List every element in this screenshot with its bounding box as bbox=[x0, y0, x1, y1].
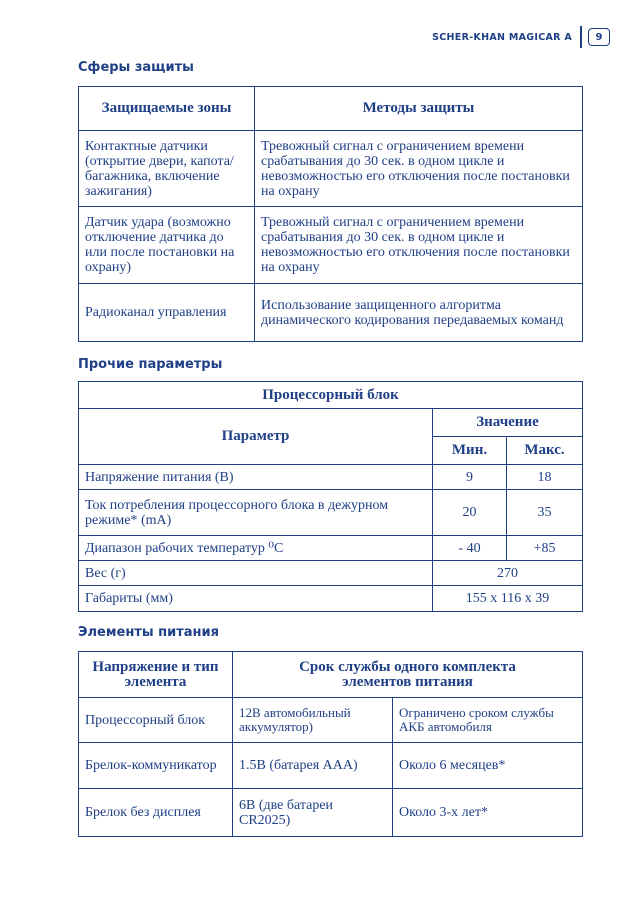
table-row bbox=[79, 789, 583, 837]
header-divider bbox=[580, 26, 582, 48]
element-name: Брелок без дисплея bbox=[79, 789, 233, 837]
param-name: Габариты (мм) bbox=[79, 586, 433, 612]
zone-cell: Радиоканал управления bbox=[79, 284, 255, 342]
element-type: 1.5В (батарея ААА) bbox=[233, 743, 393, 789]
param-max: 35 bbox=[507, 490, 583, 536]
table-row bbox=[79, 561, 583, 586]
type-header: Напряжение и тип элемента bbox=[79, 652, 233, 698]
zone-cell: Контактные датчики (открытие двери, капота/багажника, включение зажигания) bbox=[79, 131, 255, 207]
protection-section-title: Сферы защиты bbox=[78, 60, 194, 75]
power-table bbox=[78, 651, 583, 837]
methods-header: Методы защиты bbox=[255, 87, 583, 131]
block-title-row bbox=[79, 382, 583, 409]
page-header bbox=[432, 26, 610, 48]
param-min: - 40 bbox=[433, 536, 507, 561]
table-row bbox=[79, 698, 583, 743]
max-header: Макс. bbox=[507, 437, 583, 465]
table-header-row bbox=[79, 409, 583, 437]
page-number: 9 bbox=[588, 28, 610, 46]
method-cell: Тревожный сигнал с ограничением времени срабатывания до 30 сек. в одном цикле и невозможностью его отключения после постановки на охрану bbox=[255, 207, 583, 284]
table-row bbox=[79, 586, 583, 612]
param-value: 270 bbox=[433, 561, 583, 586]
param-header: Параметр bbox=[79, 409, 433, 465]
method-cell: Использование защищенного алгоритма динамического кодирования передаваемых команд bbox=[255, 284, 583, 342]
element-name: Брелок-коммуникатор bbox=[79, 743, 233, 789]
element-life: Около 3-х лет* bbox=[393, 789, 583, 837]
params-section-title: Прочие параметры bbox=[78, 357, 223, 372]
table-row bbox=[79, 743, 583, 789]
element-life: Около 6 месяцев* bbox=[393, 743, 583, 789]
protection-table bbox=[78, 86, 583, 342]
param-max: 18 bbox=[507, 465, 583, 490]
param-name: Вес (г) bbox=[79, 561, 433, 586]
table-row bbox=[79, 465, 583, 490]
param-name: Ток потребления процессорного блока в дежурном режиме* (mA) bbox=[79, 490, 433, 536]
element-name: Процессорный блок bbox=[79, 698, 233, 743]
table-row bbox=[79, 490, 583, 536]
table-header-row bbox=[79, 652, 583, 698]
param-name: Напряжение питания (В) bbox=[79, 465, 433, 490]
min-header: Мин. bbox=[433, 437, 507, 465]
param-min: 20 bbox=[433, 490, 507, 536]
brand-title: SCHER-KHAN MAGICAR A bbox=[432, 31, 572, 43]
table-row bbox=[79, 207, 583, 284]
method-cell: Тревожный сигнал с ограничением времени срабатывания до 30 сек. в одном цикле и невозможностью его отключения после постановки на охрану bbox=[255, 131, 583, 207]
table-row bbox=[79, 536, 583, 561]
element-type: 6В (две батареи CR2025) bbox=[233, 789, 393, 837]
value-header: Значение bbox=[433, 409, 583, 437]
params-table bbox=[78, 381, 583, 612]
param-min: 9 bbox=[433, 465, 507, 490]
param-name: Диапазон рабочих температур ⁰С bbox=[79, 536, 433, 561]
power-section-title: Элементы питания bbox=[78, 625, 219, 640]
table-row bbox=[79, 131, 583, 207]
block-title: Процессорный блок bbox=[79, 382, 583, 409]
zone-cell: Датчик удара (возможно отключение датчика до или после постановки на охрану) bbox=[79, 207, 255, 284]
element-life: Ограничено сроком службы АКБ автомобиля bbox=[393, 698, 583, 743]
table-row bbox=[79, 284, 583, 342]
param-max: +85 bbox=[507, 536, 583, 561]
zones-header: Защищаемые зоны bbox=[79, 87, 255, 131]
table-header-row bbox=[79, 87, 583, 131]
element-type: 12В автомобильный аккумулятор) bbox=[233, 698, 393, 743]
life-header: Срок службы одного комплекта элементов питания bbox=[233, 652, 583, 698]
param-value: 155 x 116 x 39 bbox=[433, 586, 583, 612]
